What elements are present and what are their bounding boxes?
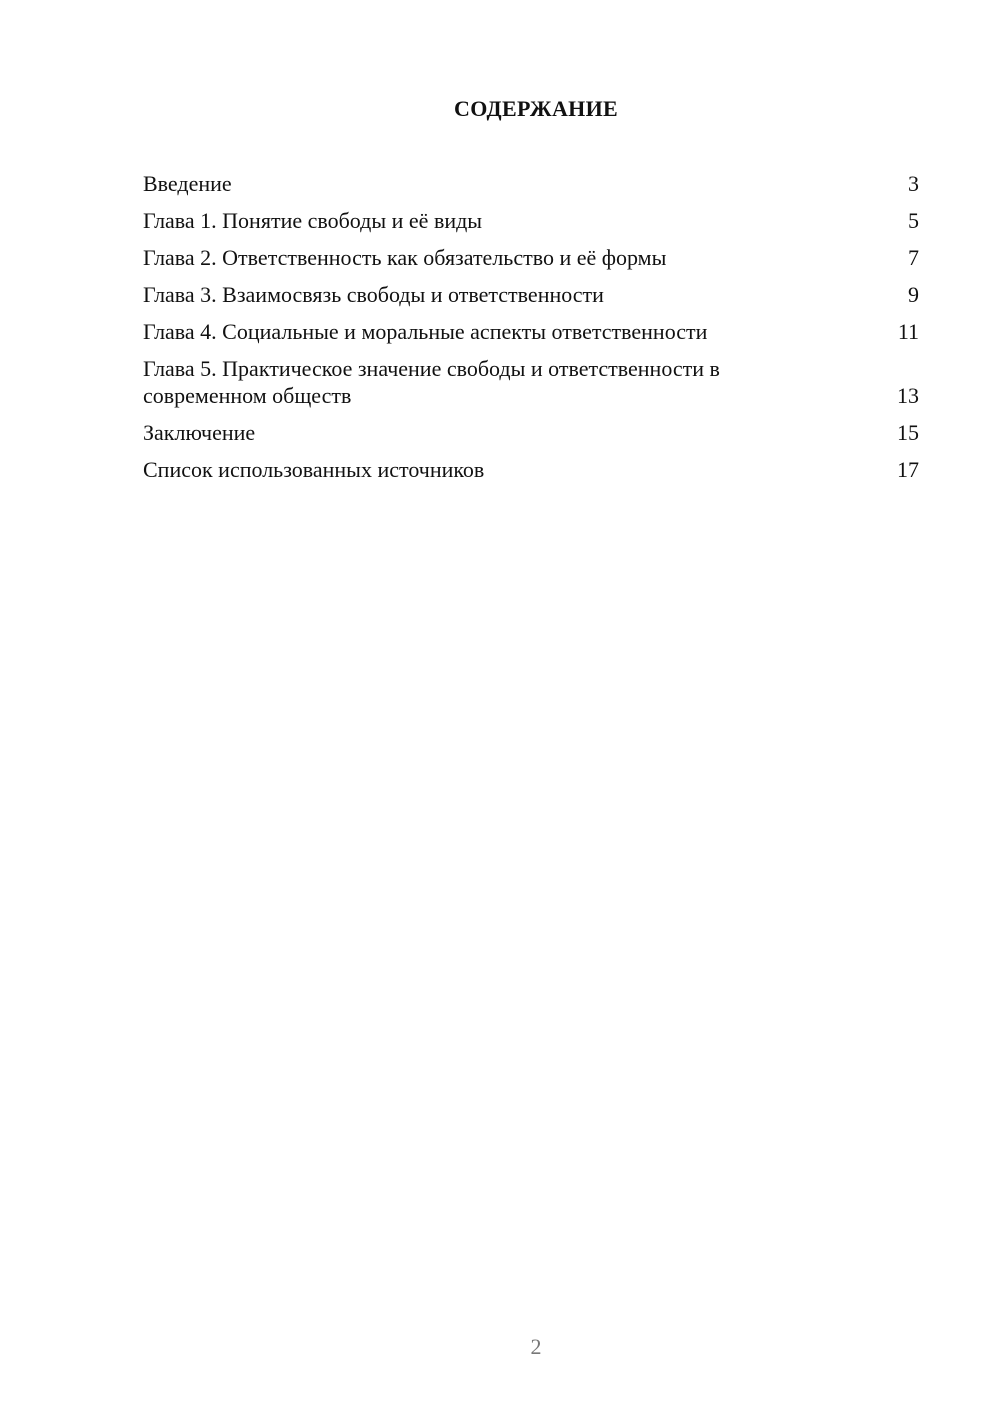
toc-entry-label: Введение: [143, 171, 232, 196]
toc-entry[interactable]: [143, 318, 919, 345]
toc-entry-page: 7: [908, 245, 919, 270]
toc-entry-label: Список использованных источников: [143, 457, 485, 482]
toc-entry[interactable]: [143, 419, 919, 446]
toc-entry[interactable]: [143, 244, 919, 271]
toc-entry-page: 15: [897, 420, 919, 445]
toc-entry-label: Глава 5. Практическое значение свободы и ответственности в современном обществ: [143, 356, 720, 408]
toc-entry-page: 5: [908, 208, 919, 233]
toc-entry-page: 13: [897, 383, 919, 408]
toc-entry[interactable]: [143, 456, 919, 483]
toc-entry[interactable]: [143, 170, 919, 197]
toc-entry[interactable]: [143, 207, 919, 234]
page-number: 2: [530, 1334, 542, 1359]
toc-entry-page: 11: [897, 319, 919, 344]
toc-entry-page: 9: [908, 282, 919, 307]
toc-entry[interactable]: [143, 281, 919, 308]
toc-entry[interactable]: [143, 355, 919, 409]
table-of-contents: [143, 170, 919, 493]
toc-entry-page: 17: [897, 457, 919, 482]
toc-entry-label: Глава 2. Ответственность как обязательство и её формы: [143, 245, 667, 270]
toc-entry-label: Глава 1. Понятие свободы и её виды: [143, 208, 483, 233]
toc-entry-label: Глава 3. Взаимосвязь свободы и ответственности: [143, 282, 604, 307]
toc-entry-label: Заключение: [143, 420, 256, 445]
toc-entry-page: 3: [908, 171, 919, 196]
toc-title: СОДЕРЖАНИЕ: [454, 96, 618, 121]
toc-entry-label: Глава 4. Социальные и моральные аспекты ответственности: [143, 319, 708, 344]
